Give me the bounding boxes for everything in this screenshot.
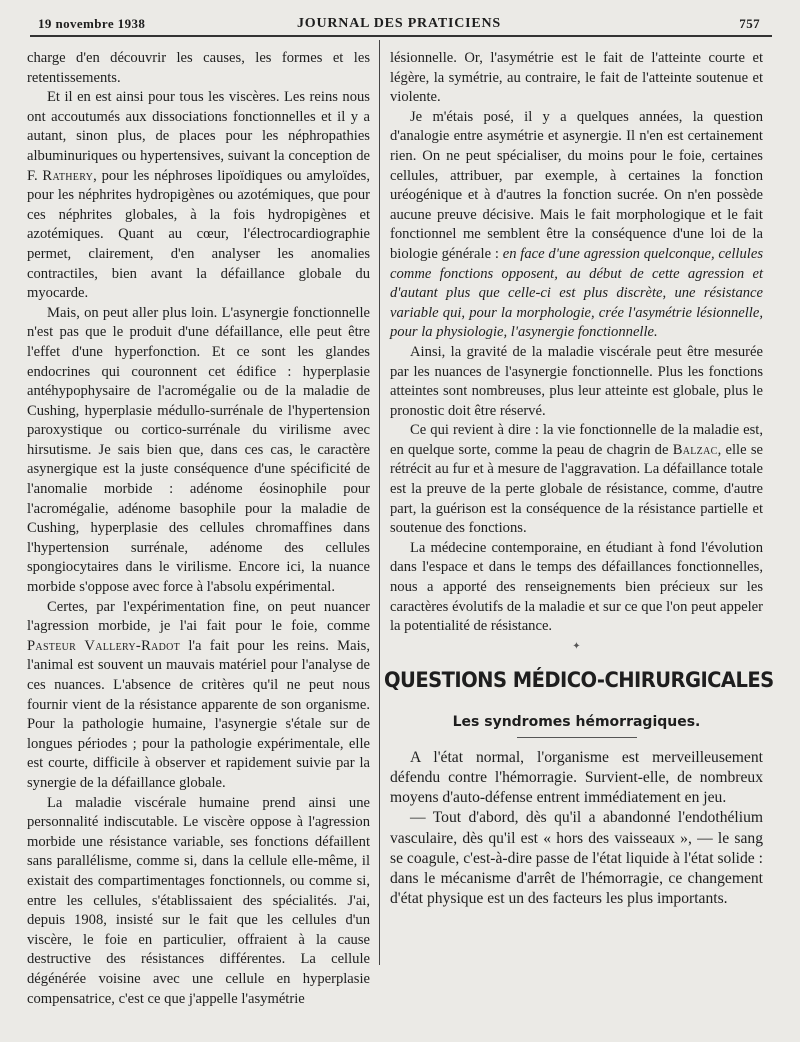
paragraph: charge d'en découvrir les causes, les formes et les retentissements. — [27, 50, 370, 86]
running-header — [38, 16, 760, 36]
column-divider — [379, 40, 380, 965]
paragraph: Ce qui revient à dire : la vie fonctionnelle de la maladie est, en quelque sorte, comme la peau de chagrin de Balzac, elle se rétrécit au fur et à mesure de l'aggravation. La défaillance totale est la preuve de la perte globale de résistance, comme, d'autre part, la guérison est la conséquence de la résistance partielle et soutenue des fonctions. — [390, 422, 763, 537]
paragraph: La médecine contemporaine, en étudiant à fond l'évolution dans l'espace et dans le temps des défaillances fonctionnelles, nous a apporté des renseignements bien précieux sur les caractères évolutifs de la maladie et sur ce que l'on peut appeler la potentialité de résistance. — [390, 539, 763, 635]
paragraph: Mais, on peut aller plus loin. L'asynergie fonctionnelle n'est pas que le produit d'une défaillance, elle peut être l'effet d'une hyperfonction. Et ce sont les glandes endocrines qui couronnent cet édifice : hyperplasie antéhypophysaire de l'acromégalie ou de la maladie de Cushing, hyperplasie médullo-surrénale de l'hypertension paroxystique ou cortico-surrénale du virilisme avec hirsutisme. Je sais bien que, dans ces cas, le caractère asynergique est la juste conséquence d'une spécificité de l'anomalie morbide : adénome éosinophile pour l'acromégalie, adénome basophile pour la maladie de Cushing, hyperplasie des cellules chromaffines dans l'hypertension surrénale, adénome des cellules spongiocytaires dans le virilisme. Encore ici, la nuance morbide s'oppose avec force à l'absolu expérimental. — [27, 304, 370, 596]
paragraph: Et il en est ainsi pour tous les viscères. Les reins nous ont accoutumés aux dissociations fonctionnelles et il y a autant, sinon plus, de places pour les néphropathies albuminuriques ou hypertensives, suivant la conception de F. Rathery, pour les néphroses lipoïdiques ou amyloïdes, pour les néphrites hydropigènes ou azotémiques, que pour ces néphrites globales, à la fois hydropigènes et azotémiques. Quant au cœur, l'électrocardiographie permet, clairement, d'en analyser les anomalies contractiles, bien avant la défaillance globale du myocarde. — [27, 89, 371, 302]
author-name: Pasteur Vallery-Radot — [27, 637, 181, 654]
paragraph: lésionnelle. Or, l'asymétrie est le fait de l'atteinte courte et légère, la symétrie, au contraire, le fait de l'atteinte soutenue et violente. — [390, 50, 763, 106]
header-rule — [30, 35, 772, 37]
left-column — [27, 49, 370, 1009]
paragraph: Je m'étais posé, il y a quelques années, la question d'analogie entre asymétrie et asynergie. Il n'en est certainement rien. On ne peut spécialiser, du moins pour le foie, certaines cellules, attribuer, par exemple, à certaines la fonction uréogénique et à d'autres la fonction sucrée. On n'en possède aucune preuve décisive. Mais le fait morphologique et le fait fonctionnel me semblent être la conséquence d'une loi de la biologie générale : en face d'une agression quelconque, cellules comme fonctions opposent, au début de cette agression et d'autant plus que celle-ci est plus discrète, une résistance variable qui, pour la morphologie, crée l'asymétrie lésionnelle, pour la physiologie, l'asynergie fonctionnelle. — [390, 108, 763, 341]
italic-law: en face d'une agression quelconque, cellules comme fonctions opposent, au début de cette agression et d'autant plus que celle-ci est plus discrète, une résistance variable qui, pour la morphologie, crée l'asymétrie lésionnelle, pour la physiologie, l'asynergie fonctionnelle. — [390, 245, 763, 341]
issue-date: 19 novembre 1938 — [38, 16, 146, 31]
paragraph: Ainsi, la gravité de la maladie viscérale peut être mesurée par les nuances de l'asynergie fonctionnelle. Plus les fonctions atteintes sont nombreuses, plus leur atteinte est globale, plus le pronostic doit être réservé. — [390, 343, 763, 419]
subtitle-rule — [517, 737, 637, 738]
ornament-icon: ✦ — [572, 640, 581, 652]
author-name: Balzac — [672, 441, 718, 458]
section-title: QUESTIONS MÉDICO-CHIRURGICALES — [384, 667, 774, 692]
journal-title: JOURNAL DES PRATICIENS — [296, 16, 502, 31]
paragraph: — Tout d'abord, dès qu'il a abandonné l'endothélium vasculaire, dès qu'il est « hors des vaisseaux », — le sang se coagule, c'est-à-dire passe de l'état liquide à l'état solide : dans le mécanisme d'arrêt de l'hémorragie, ce changement d'état physique est un des facteurs les plus importants. — [390, 809, 763, 908]
author-name: Rathery — [42, 167, 94, 184]
article-subtitle: Les syndromes hémorragiques. — [452, 713, 701, 730]
page-number: 757 — [739, 16, 760, 31]
paragraph: A l'état normal, l'organisme est merveilleusement défendu contre l'hémorragie. Survient-elle, de nombreux moyens d'auto-défense entrent immédiatement en jeu. — [390, 748, 763, 807]
paragraph: La maladie viscérale humaine prend ainsi une personnalité indiscutable. Le viscère oppose à l'agression morbide une résistance variable, ses fonctions défaillent sans parallélisme, comme si, dans la cellule elle-même, il existait des compartimentages fonctionnels, ou comme si, entre les cellules, s'établissaient des spécialités. J'ai, depuis 1908, insisté sur le fait que les cellules d'un viscère, le foie en particulier, offraient à la cause destructive des résistances différentes. La cellule dégénérée voisine avec une cellule en hyperplasie compensatrice, c'est ce que j'appelle l'asymétrie — [27, 794, 370, 1007]
paragraph: Certes, par l'expérimentation fine, on peut nuancer l'agression morbide, je l'ai fait pour le foie, comme Pasteur Vallery-Radot l'a fait pour les reins. Mais, l'animal est souvent un mauvais matériel pour l'analyse de ces nuances. L'absence de critères qu'il ne peut nous fournir vient de la résistance apparente de son organisme. Pour la pathologie humaine, l'asynergie s'étale sur de longues périodes ; pour la pathologie expérimentale, elle est courte, difficile à observer et rapidement suivie par la synergie de la défaillance globale. — [27, 598, 370, 791]
right-column — [384, 49, 774, 909]
